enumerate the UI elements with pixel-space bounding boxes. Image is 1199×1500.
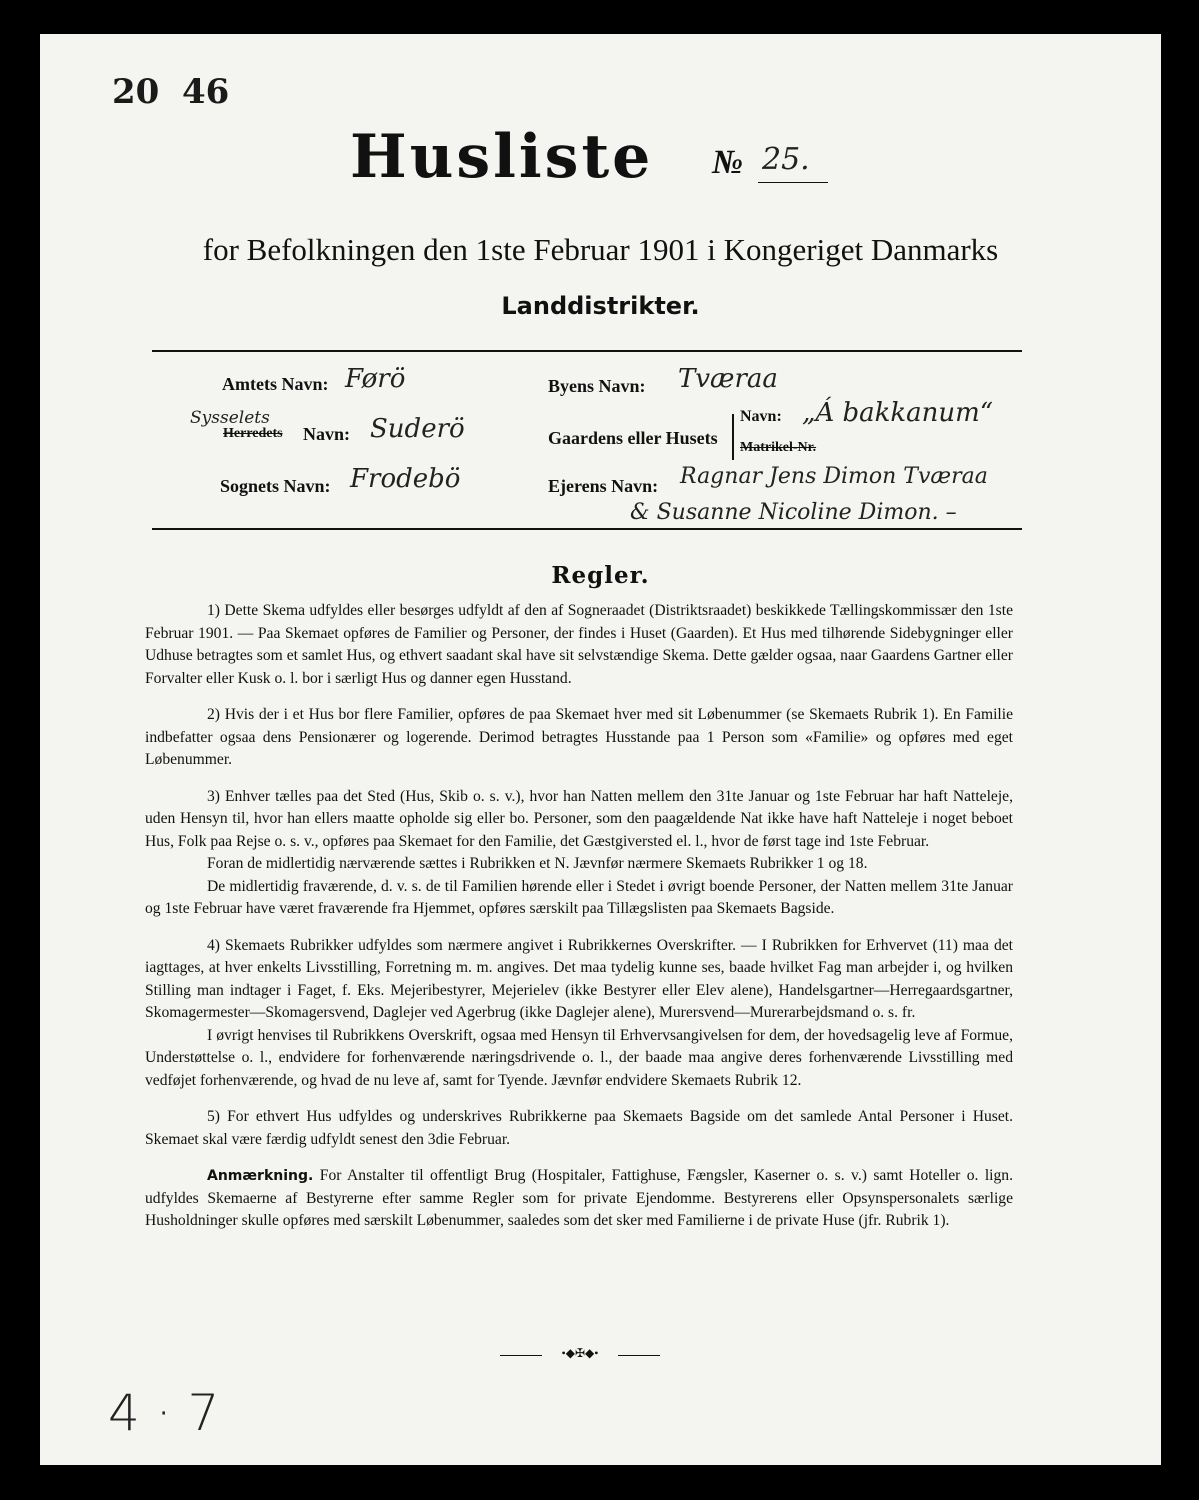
- syssel-label: Navn:: [303, 424, 351, 444]
- note-paragraph: [145, 1165, 1013, 1233]
- title-block: [350, 122, 870, 192]
- subtitle-district: Landdistrikter.: [501, 292, 700, 320]
- note-label: Anmærkning.: [207, 1168, 314, 1184]
- ornament-line-right: [618, 1355, 660, 1356]
- sogn-label: Sognets Navn:: [220, 476, 331, 496]
- brace-bar: [732, 414, 734, 460]
- list-number: 25.: [762, 142, 810, 177]
- matrikel-label: Matrikel-Nr.: [740, 440, 817, 455]
- rules-heading: Regler.: [551, 562, 650, 589]
- rule-4: 4) Skemaets Rubrikker udfyldes som nærmere angivet i Rubrikkernes Overskrifter. — I Rubrikken for Erhvervet (11) maa det iagttages, at hver enkelts Livsstilling, Forretning m. m. angives. Det maa tydelig kunne ses, baade hvilket Fag man arbejder i, og hvilken Stilling man indtager i Faget, f. Eks. Mejeribestyrer, Mejerielev (ikke Bestyrer eller Elev alene), Handelsgartner—Herregaardsgartner, Skomagermester—Skomagersvend, Daglejer ved Agerbrug (ikke Daglejer alene), Murersvend—Murerarbejdsmand o. s. fr.: [145, 936, 1013, 1021]
- syssel-value: Suderö: [370, 414, 465, 444]
- rule-4-oevrigt: I øvrigt henvises til Rubrikkens Overskrift, ogsaa med Hensyn til Erhvervsangivelsen for dem, der hovedsagelig leve af Formue, Understøttelse o. l., endvidere for forhenværende næringsdrivende o. l., der baade maa angive deres forhenværende Livsstilling med vedføjet forhenværende, og hvad de nu leve af, samt for Tyende. Jævnfør endvidere Skemaets Rubrik 12.: [145, 1026, 1013, 1089]
- amt-value: Førö: [345, 364, 406, 394]
- rule-1: 1) Dette Skema udfyldes eller besørges udfyldt af den af Sogneraadet (Distriktsraadet) beskikkede Tællingskommissær den 1ste Februar 1901. — Paa Skemaet opføres de Familier og Personer, der findes i Huset (Gaarden). Et Hus med tilhørende Sidebygninger eller Udhuse betragtes som et samlet Hus, og ethvert saadant skal have sit selvstændige Skema. Dette gælder ogsaa, naar Gaardens Gartner eller Forvalter eller Kusk o. l. bor i særligt Hus og danner egen Husstand.: [145, 602, 1013, 687]
- number-sign: №: [712, 144, 744, 181]
- rules-body: [145, 600, 1013, 1233]
- ejer-label: Ejerens Navn:: [548, 476, 659, 496]
- archive-number-right: 46: [182, 72, 230, 112]
- note-text: For Anstalter til offentligt Brug (Hospitaler, Fattighuse, Fængsler, Kaserner o. s. v.) samt Hoteller o. lign. udfyldes Skemaerne af Bestyrerne efter samme Regler som for private Ejendomme. Bestyrerens eller Opsynspersonalets særlige Husholdninger skulle opføres med særskilt Løbenummer, saaledes som det sker med Familierne i de private Huse (jfr. Rubrik 1).: [145, 1167, 1014, 1229]
- rule-3-fravaerende: De midlertidig fraværende, d. v. s. de til Familien hørende eller i Stedet i øvrigt boende Personer, der Natten mellem 31te Januar og 1ste Februar have været fraværende fra Hjemmet, opføres særskilt paa Tillægslisten paa Skemaets Bagside.: [145, 877, 1013, 917]
- ornament-line-left: [500, 1355, 542, 1356]
- header-rule: [152, 350, 1022, 352]
- herred-struck: Herredets: [223, 426, 283, 441]
- page-title: Husliste: [350, 122, 654, 192]
- by-value: Tværaa: [678, 364, 778, 394]
- sogn-value: Frodebö: [350, 464, 461, 494]
- number-underline: [758, 182, 828, 183]
- ejer-value-line2: & Susanne Nicoline Dimon. –: [630, 500, 957, 525]
- rule-2: 2) Hvis der i et Hus bor flere Familier, opføres de paa Skemaet hver med sit Løbenummer (se Skemaets Rubrik 1). En Familie indbefatter ogsaa dens Pensionærer og logerende. Derimod betragtes Husstande paa 1 Person som «Familie» og opføres med eget Løbenummer.: [145, 706, 1013, 768]
- archive-number-left: 20: [112, 72, 160, 112]
- syssel-written: Sysselets: [190, 408, 270, 428]
- navn-label: Navn:: [740, 408, 782, 425]
- subtitle: for Befolkningen den 1ste Februar 1901 i Kongeriget Danmarks: [202, 232, 999, 267]
- handwritten-page-note: 4 · 7: [108, 1384, 220, 1442]
- by-label: Byens Navn:: [548, 376, 646, 396]
- rule-3-foran: Foran de midlertidig nærværende sættes i Rubrikken et N. Jævnfør nærmere Skemaets Rubrikker 1 og 18.: [207, 855, 868, 872]
- ornament: •◆✠◆•: [561, 1346, 599, 1360]
- rule-5: 5) For ethvert Hus udfyldes og underskrives Rubrikkerne paa Skemaets Bagside om det samlede Antal Personer i Huset. Skemaet skal være færdig udfyldt senest den 3die Februar.: [145, 1108, 1013, 1148]
- rule-3: 3) Enhver tælles paa det Sted (Hus, Skib o. s. v.), hvor han Natten mellem den 31te Januar og 1ste Februar har haft Natteleje, uden Hensyn til, hvor han ellers maatte opholde sig eller bo. Personer, som den paagældende Nat ikke have haft Natteleje i noget beboet Hus, Folk paa Rejse o. s. v., opføres paa Skemaet for den Familie, det Gæstgiversted el. l., hvor de først tage ind 1ste Februar.: [145, 787, 1013, 850]
- amt-label: Amtets Navn:: [222, 374, 329, 394]
- gaard-name-value: „Á bakkanum“: [802, 398, 994, 428]
- fields-rule: [152, 528, 1022, 530]
- gaard-label: Gaardens eller Husets: [548, 428, 718, 448]
- ejer-value-line1: Ragnar Jens Dimon Tværaa: [680, 464, 988, 489]
- census-form-page: [40, 34, 1161, 1465]
